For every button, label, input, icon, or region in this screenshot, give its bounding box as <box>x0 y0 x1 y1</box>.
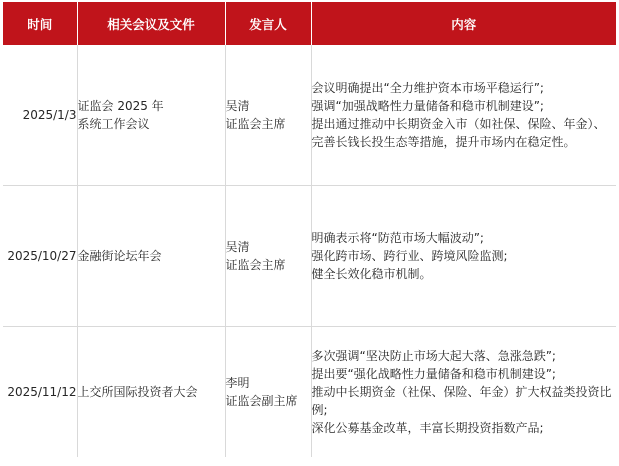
header-date: 时间 <box>3 2 77 45</box>
header-meeting: 相关会议及文件 <box>77 2 225 45</box>
header-content: 内容 <box>311 2 616 45</box>
speaker-cell <box>225 327 311 458</box>
table-row <box>3 327 616 458</box>
header-row <box>3 2 616 45</box>
date-cell: 2025/10/27 <box>3 186 77 327</box>
speaker-cell <box>225 186 311 327</box>
content-cell <box>311 327 616 458</box>
content-line: 强化跨市场、跨行业、跨境风险监测; <box>311 249 508 263</box>
content-cell <box>311 45 616 186</box>
meeting-cell <box>77 45 225 186</box>
table-row <box>3 186 616 327</box>
meeting-cell <box>77 186 225 327</box>
content-line: 提出要“强化战略性力量储备和稳市机制建设”; <box>311 367 556 381</box>
meeting-line: 系统工作会议 <box>77 117 150 131</box>
speaker-title: 证监会主席 <box>225 117 286 131</box>
policy-table <box>3 2 616 457</box>
meeting-line: 证监会 2025 年 <box>77 99 164 113</box>
date-cell: 2025/11/12 <box>3 327 77 458</box>
meeting-line: 金融街论坛年会 <box>77 249 162 263</box>
date-cell: 2025/1/3 <box>3 45 77 186</box>
content-line: 强调“加强战略性力量储备和稳市机制建设”; <box>311 99 544 113</box>
speaker-title: 证监会主席 <box>225 258 286 272</box>
speaker-cell <box>225 45 311 186</box>
content-line: 多次强调“坚决防止市场大起大落、急涨急跌”; <box>311 349 556 363</box>
meeting-cell <box>77 327 225 458</box>
content-line: 推动中长期资金（社保、保险、年金）扩大权益类投资比例; <box>311 385 612 417</box>
content-line: 明确表示将“防范市场大幅波动”; <box>311 231 484 245</box>
content-line: 提出通过推动中长期资金入市（如社保、保险、年金）、完善长钱长投生态等措施，提升市场内在稳定性。 <box>311 117 606 149</box>
content-line: 深化公募基金改革，丰富长期投资指数产品; <box>311 421 544 435</box>
speaker-name: 吴清 <box>225 240 250 254</box>
speaker-name: 吴清 <box>225 99 250 113</box>
meeting-line: 上交所国际投资者大会 <box>77 385 198 399</box>
table-row <box>3 45 616 186</box>
content-cell <box>311 186 616 327</box>
content-line: 健全长效化稳市机制。 <box>311 267 432 281</box>
header-speaker: 发言人 <box>225 2 311 45</box>
content-line: 会议明确提出“全力维护资本市场平稳运行”; <box>311 81 544 95</box>
speaker-name: 李明 <box>225 376 250 390</box>
speaker-title: 证监会副主席 <box>225 394 298 408</box>
